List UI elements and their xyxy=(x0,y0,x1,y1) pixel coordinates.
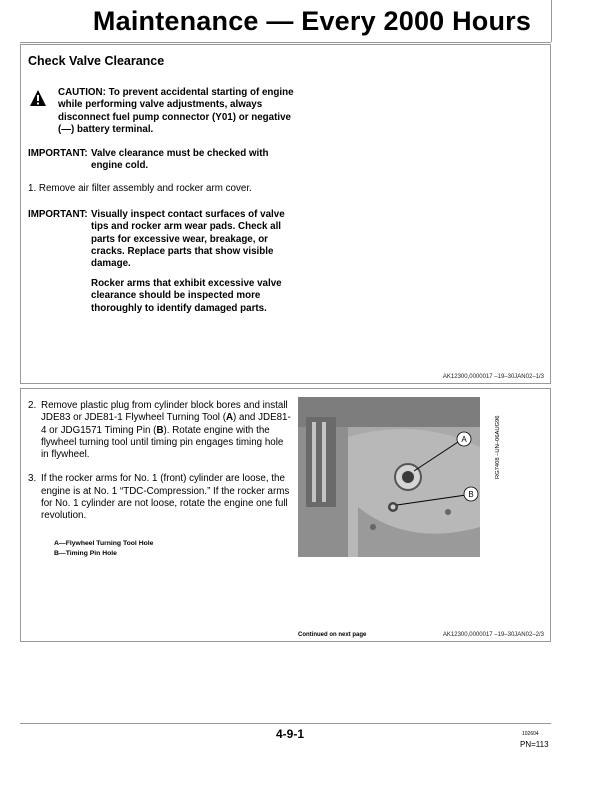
photo-label-a: A xyxy=(461,435,467,444)
callout-ref-b: B xyxy=(156,424,164,436)
step-number: 2. xyxy=(28,400,37,411)
step-text: Remove plastic plug from cylinder block bores and install JDE83 or JDE81-1 Flywheel Turning Tool ( xyxy=(41,400,288,424)
continued-note: Continued on next page xyxy=(298,632,367,638)
pn-number: PN=113 xyxy=(520,740,549,749)
photo-caption: RG7408 –UN–06AUG96 xyxy=(495,415,501,479)
step-text: ). Rotate engine with the flywheel turning tool until timing pin engages timing hole in flywheel. xyxy=(41,424,284,461)
step-1: 1. Remove air filter assembly and rocker arm cover. xyxy=(28,183,252,194)
important-text: Visually inspect contact surfaces of valve tips and rocker arm wear pads. Check all parts for excessive wear, breakage, or cracks. Replace parts that show visible damage. xyxy=(91,209,285,270)
reference-code: AK12300,0000017 –19–30JAN02–2/3 xyxy=(442,632,544,638)
title-rule xyxy=(20,42,551,43)
engine-photo xyxy=(298,397,480,557)
important-label: IMPORTANT: xyxy=(28,209,88,220)
reference-code: AK12300,0000017 –19–30JAN02–1/3 xyxy=(442,374,544,380)
section-timing-steps xyxy=(20,388,551,642)
callout-ref-a: A xyxy=(225,412,234,424)
step-2 xyxy=(28,400,293,461)
step-text: If the rocker arms for No. 1 (front) cylinder are loose, the engine is at No. 1 “TDC-Compression.” If the rocker arms for No. 1 cylinder are not loose, rotate the engine one full revolution. xyxy=(41,473,290,522)
important-text: Valve clearance must be checked with engine cold. xyxy=(91,148,269,172)
footer-rule xyxy=(20,723,551,724)
header-vertical-rule xyxy=(551,0,552,42)
caution-text: CAUTION: To prevent accidental starting of engine while performing valve adjustments, always disconnect fuel pump connector (Y01) or negative (—) battery terminal. xyxy=(58,87,294,135)
step-text: ) and JDE81-4 or JDG1571 Timing Pin ( xyxy=(41,412,291,436)
section-title: Check Valve Clearance xyxy=(28,54,165,68)
legend-item: B—Timing Pin Hole xyxy=(54,550,117,557)
page-title: Maintenance — Every 2000 Hours xyxy=(92,6,532,36)
warning-triangle-icon xyxy=(29,89,47,107)
legend-item: A—Flywheel Turning Tool Hole xyxy=(54,540,154,547)
figure-legend xyxy=(54,539,153,559)
section-check-valve-clearance xyxy=(20,44,551,384)
edition-code: 102604 xyxy=(522,731,539,737)
page-number: 4-9-1 xyxy=(275,727,304,741)
photo-label-b: B xyxy=(468,490,474,499)
important-extra-text: Rocker arms that exhibit excessive valve clearance should be inspected more thoroughly to identify damaged parts. xyxy=(91,278,282,314)
important-label: IMPORTANT: xyxy=(28,148,88,159)
step-number: 3. xyxy=(28,473,37,485)
step-3 xyxy=(28,473,293,522)
steps-list xyxy=(28,400,293,535)
